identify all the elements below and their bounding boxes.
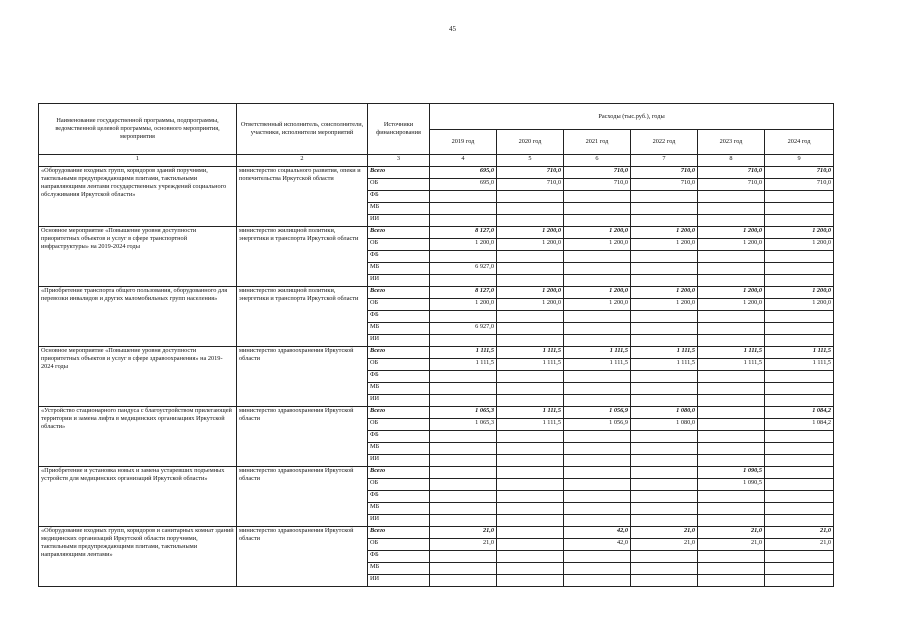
expense-value: 695,0: [430, 167, 497, 179]
expense-value: [497, 323, 564, 335]
expense-value: [698, 251, 765, 263]
funding-source: МБ: [368, 203, 430, 215]
expense-value: [564, 491, 631, 503]
expense-value: [765, 563, 834, 575]
expense-value: [765, 503, 834, 515]
funding-source: ФБ: [368, 551, 430, 563]
expense-value: [430, 431, 497, 443]
expense-value: [698, 383, 765, 395]
expense-value: [430, 275, 497, 287]
header-name: Наименование государственной программы, подпрограммы, ведомственной целевой программы, основного мероприятия, мероприятия: [39, 104, 237, 155]
header-expenses: Расходы (тыс.руб.), годы: [430, 104, 834, 130]
expense-value: [631, 431, 698, 443]
expense-value: 1 200,0: [564, 227, 631, 239]
expense-value: [564, 191, 631, 203]
expense-value: 1 200,0: [765, 227, 834, 239]
column-number: 3: [368, 155, 430, 167]
expense-value: 8 127,0: [430, 287, 497, 299]
column-number: 4: [430, 155, 497, 167]
funding-source: ОБ: [368, 299, 430, 311]
expense-value: [564, 431, 631, 443]
funding-source: ОБ: [368, 479, 430, 491]
expense-value: [430, 311, 497, 323]
expense-value: [430, 491, 497, 503]
expense-value: 1 080,0: [631, 407, 698, 419]
funding-source: МБ: [368, 503, 430, 515]
expense-value: [497, 575, 564, 587]
table-row: [39, 527, 834, 539]
expense-value: [430, 383, 497, 395]
expense-value: [430, 191, 497, 203]
measure-name: Основное мероприятие «Повышение уровня доступности приоритетных объектов и услуг в сфере транспортной инфраструктуры» на 2019-2024 годы: [39, 227, 237, 287]
expense-value: [497, 203, 564, 215]
expense-value: [430, 575, 497, 587]
expense-value: [698, 455, 765, 467]
funding-source: ОБ: [368, 539, 430, 551]
expense-value: [564, 251, 631, 263]
expense-value: [698, 443, 765, 455]
column-number: 2: [237, 155, 368, 167]
expense-value: [698, 431, 765, 443]
expense-value: [564, 335, 631, 347]
expense-value: [430, 551, 497, 563]
funding-source: МБ: [368, 443, 430, 455]
executor-name: министерство здравоохранения Иркутской области: [237, 347, 368, 407]
expense-value: 1 111,5: [430, 359, 497, 371]
expense-value: [497, 491, 564, 503]
funding-source: МБ: [368, 263, 430, 275]
expense-value: 1 084,2: [765, 407, 834, 419]
header-year: 2020 год: [497, 130, 564, 155]
expense-value: [698, 491, 765, 503]
expense-value: [631, 443, 698, 455]
expense-value: 21,0: [631, 539, 698, 551]
expense-value: 1 111,5: [564, 359, 631, 371]
expense-value: [765, 203, 834, 215]
column-number: 8: [698, 155, 765, 167]
expense-value: [631, 335, 698, 347]
expense-value: [430, 203, 497, 215]
funding-source: Всего: [368, 527, 430, 539]
expense-value: [765, 251, 834, 263]
table-row: [39, 227, 834, 239]
expense-value: [430, 455, 497, 467]
executor-name: министерство здравоохранения Иркутской области: [237, 527, 368, 587]
expense-value: [765, 311, 834, 323]
expense-value: [430, 479, 497, 491]
expense-value: [631, 479, 698, 491]
expense-value: 710,0: [564, 167, 631, 179]
expense-value: 1 111,5: [698, 347, 765, 359]
expense-value: [631, 275, 698, 287]
expense-value: [430, 563, 497, 575]
expense-value: [698, 311, 765, 323]
expense-value: 695,0: [430, 179, 497, 191]
expense-value: [497, 371, 564, 383]
expense-value: [564, 575, 631, 587]
expense-value: [765, 263, 834, 275]
expense-value: [497, 551, 564, 563]
expense-value: 710,0: [564, 179, 631, 191]
measure-name: «Оборудование входных групп, коридоров зданий поручнями, тактильными предупреждающими плитами, тактильными направляющими лентами государственных учреждений социального обслуживания Иркутской области»: [39, 167, 237, 227]
expense-value: [497, 479, 564, 491]
expense-value: [698, 395, 765, 407]
expense-value: [430, 395, 497, 407]
expense-value: 1 200,0: [564, 239, 631, 251]
funding-source: ИИ: [368, 575, 430, 587]
expense-value: 1 056,9: [564, 407, 631, 419]
expense-value: [430, 335, 497, 347]
measure-name: Основное мероприятие «Повышение уровня доступности приоритетных объектов и услуг в сфере здравоохранения» на 2019-2024 годы: [39, 347, 237, 407]
column-number: 5: [497, 155, 564, 167]
expense-value: [765, 575, 834, 587]
expense-value: [631, 371, 698, 383]
expense-value: [631, 467, 698, 479]
expense-value: [497, 443, 564, 455]
expense-value: [631, 323, 698, 335]
funding-source: Всего: [368, 167, 430, 179]
expense-value: 710,0: [631, 179, 698, 191]
expense-value: [631, 515, 698, 527]
expense-value: [497, 527, 564, 539]
column-number: 9: [765, 155, 834, 167]
expense-value: 21,0: [430, 539, 497, 551]
expense-value: [564, 275, 631, 287]
column-number: 6: [564, 155, 631, 167]
expense-value: 710,0: [698, 167, 765, 179]
expense-value: [564, 515, 631, 527]
expense-value: 1 200,0: [497, 239, 564, 251]
funding-source: ИИ: [368, 275, 430, 287]
expense-value: [698, 215, 765, 227]
expense-value: [631, 251, 698, 263]
expense-value: [430, 515, 497, 527]
measure-name: «Приобретение и установка новых и замена устаревших подъемных устройств для медицинских организаций Иркутской области»: [39, 467, 237, 527]
expense-value: [564, 311, 631, 323]
expense-value: 710,0: [631, 167, 698, 179]
measure-name: «Приобретение транспорта общего пользования, оборудованного для перевозки инвалидов и других маломобильных групп населения»: [39, 287, 237, 347]
expense-value: 1 111,5: [631, 359, 698, 371]
funding-source: ИИ: [368, 215, 430, 227]
expense-value: [497, 431, 564, 443]
expense-value: [564, 455, 631, 467]
expense-value: 1 111,5: [765, 347, 834, 359]
expense-value: [698, 551, 765, 563]
expense-value: 1 111,5: [430, 347, 497, 359]
expense-value: [765, 479, 834, 491]
table-row: [39, 347, 834, 359]
expense-value: [430, 467, 497, 479]
expense-value: [698, 371, 765, 383]
funding-source: Всего: [368, 287, 430, 299]
expense-value: [631, 311, 698, 323]
expense-value: 710,0: [497, 179, 564, 191]
executor-name: министерство жилищной политики, энергетики и транспорта Иркутской области: [237, 227, 368, 287]
expense-value: [497, 503, 564, 515]
funding-source: ОБ: [368, 179, 430, 191]
expense-value: 1 200,0: [631, 227, 698, 239]
expense-value: [631, 383, 698, 395]
expense-value: [765, 335, 834, 347]
expense-value: [564, 371, 631, 383]
expense-value: 1 200,0: [430, 299, 497, 311]
expense-value: 1 200,0: [497, 287, 564, 299]
expense-value: [765, 275, 834, 287]
funding-source: ОБ: [368, 359, 430, 371]
expense-value: [698, 323, 765, 335]
table-row: [39, 287, 834, 299]
expense-value: [564, 203, 631, 215]
expense-value: [765, 443, 834, 455]
expense-value: [765, 323, 834, 335]
expense-value: 21,0: [698, 539, 765, 551]
column-numbers-row: [39, 155, 834, 167]
expense-value: 6 927,0: [430, 323, 497, 335]
expense-value: [698, 575, 765, 587]
expense-value: 42,0: [564, 539, 631, 551]
funding-source: ФБ: [368, 311, 430, 323]
expense-value: [698, 275, 765, 287]
expense-value: 1 090,5: [698, 479, 765, 491]
expense-value: 1 200,0: [765, 299, 834, 311]
expense-value: [631, 263, 698, 275]
expense-value: [564, 215, 631, 227]
expense-value: [564, 551, 631, 563]
funding-source: ИИ: [368, 395, 430, 407]
expense-value: [497, 515, 564, 527]
header-source: Источники финансирования: [368, 104, 430, 155]
header-year: 2021 год: [564, 130, 631, 155]
expense-value: [765, 215, 834, 227]
expense-value: [765, 395, 834, 407]
expense-value: 1 111,5: [631, 347, 698, 359]
expense-value: [497, 191, 564, 203]
funding-source: Всего: [368, 467, 430, 479]
expense-value: [497, 311, 564, 323]
expense-value: 21,0: [631, 527, 698, 539]
expense-value: 1 200,0: [564, 287, 631, 299]
funding-source: Всего: [368, 227, 430, 239]
expense-value: 1 200,0: [497, 299, 564, 311]
expense-value: [631, 455, 698, 467]
expense-value: [631, 191, 698, 203]
executor-name: министерство здравоохранения Иркутской области: [237, 467, 368, 527]
expense-value: [430, 371, 497, 383]
funding-source: Всего: [368, 347, 430, 359]
page-number: 45: [449, 25, 456, 33]
expense-value: 1 111,5: [497, 359, 564, 371]
expense-value: 1 111,5: [765, 359, 834, 371]
expense-value: [564, 503, 631, 515]
executor-name: министерство социального развития, опеки и попечительства Иркутской области: [237, 167, 368, 227]
expense-value: [698, 191, 765, 203]
funding-source: Всего: [368, 407, 430, 419]
expense-value: 1 200,0: [765, 239, 834, 251]
table-row: [39, 467, 834, 479]
expense-value: [564, 383, 631, 395]
expense-value: [765, 467, 834, 479]
expense-value: [497, 251, 564, 263]
expense-value: [631, 551, 698, 563]
expense-value: [564, 467, 631, 479]
expense-value: [564, 443, 631, 455]
expense-value: 1 200,0: [698, 299, 765, 311]
expense-value: 21,0: [765, 539, 834, 551]
header-row: [39, 104, 834, 130]
funding-source: ФБ: [368, 191, 430, 203]
expense-value: 1 200,0: [698, 239, 765, 251]
funding-source: ОБ: [368, 419, 430, 431]
expense-value: 1 111,5: [497, 407, 564, 419]
expense-value: 8 127,0: [430, 227, 497, 239]
expense-value: 6 927,0: [430, 263, 497, 275]
expense-value: [698, 203, 765, 215]
funding-source: МБ: [368, 323, 430, 335]
expense-value: [631, 395, 698, 407]
expense-value: [765, 431, 834, 443]
expense-value: [765, 551, 834, 563]
expense-value: 710,0: [765, 179, 834, 191]
executor-name: министерство здравоохранения Иркутской области: [237, 407, 368, 467]
funding-source: МБ: [368, 563, 430, 575]
header-year: 2022 год: [631, 130, 698, 155]
expense-value: 1 084,2: [765, 419, 834, 431]
expense-value: [765, 383, 834, 395]
expense-value: [765, 191, 834, 203]
expense-value: [698, 263, 765, 275]
funding-source: ФБ: [368, 251, 430, 263]
expense-value: 1 200,0: [765, 287, 834, 299]
expense-value: [698, 335, 765, 347]
executor-name: министерство жилищной политики, энергетики и транспорта Иркутской области: [237, 287, 368, 347]
expense-value: [698, 503, 765, 515]
expense-value: [430, 215, 497, 227]
expense-value: 1 111,5: [564, 347, 631, 359]
expense-value: [765, 491, 834, 503]
measure-name: «Оборудование входных групп, коридоров и санитарных комнат зданий медицинских организаций Иркутской области поручнями, тактильными предупреждающими плитами, тактильными направляющими лентами»: [39, 527, 237, 587]
expense-value: 42,0: [564, 527, 631, 539]
column-number: 7: [631, 155, 698, 167]
expense-value: 1 111,5: [497, 419, 564, 431]
expense-value: [497, 215, 564, 227]
funding-source: ФБ: [368, 431, 430, 443]
funding-source: ИИ: [368, 455, 430, 467]
expense-value: 21,0: [430, 527, 497, 539]
expense-value: [497, 395, 564, 407]
expense-value: [497, 275, 564, 287]
expense-value: [430, 503, 497, 515]
measure-name: «Устройство стационарного пандуса с благоустройством прилегающей территории и замена лифта в медицинских организациях Иркутской области»: [39, 407, 237, 467]
expense-value: [564, 323, 631, 335]
expense-value: 1 200,0: [631, 299, 698, 311]
expense-value: [497, 335, 564, 347]
funding-source: ФБ: [368, 371, 430, 383]
funding-source: МБ: [368, 383, 430, 395]
expense-value: [765, 371, 834, 383]
expense-value: 1 065,3: [430, 419, 497, 431]
expense-value: 1 065,3: [430, 407, 497, 419]
expense-value: [631, 203, 698, 215]
expense-value: [564, 263, 631, 275]
expense-value: 1 200,0: [631, 239, 698, 251]
expense-value: 1 111,5: [497, 347, 564, 359]
expense-value: [631, 503, 698, 515]
budget-table: [38, 103, 834, 587]
expense-value: [631, 215, 698, 227]
expense-value: 21,0: [698, 527, 765, 539]
expense-value: [698, 419, 765, 431]
expense-value: [430, 251, 497, 263]
table-row: [39, 407, 834, 419]
expense-value: [497, 467, 564, 479]
expense-value: [497, 383, 564, 395]
header-year: 2019 год: [430, 130, 497, 155]
funding-source: ФБ: [368, 491, 430, 503]
expense-value: 1 200,0: [631, 287, 698, 299]
funding-source: ИИ: [368, 335, 430, 347]
expense-value: [631, 563, 698, 575]
expense-value: [497, 539, 564, 551]
expense-value: [698, 407, 765, 419]
expense-value: 1 200,0: [497, 227, 564, 239]
header-year: 2024 год: [765, 130, 834, 155]
expense-value: [765, 455, 834, 467]
expense-value: 1 200,0: [698, 227, 765, 239]
expense-value: [765, 515, 834, 527]
expense-value: [497, 455, 564, 467]
table-row: [39, 167, 834, 179]
header-year: 2023 год: [698, 130, 765, 155]
column-number: 1: [39, 155, 237, 167]
expense-value: 710,0: [765, 167, 834, 179]
table-body: [39, 167, 834, 587]
expense-value: 710,0: [497, 167, 564, 179]
expense-value: 1 111,5: [698, 359, 765, 371]
expense-value: [497, 563, 564, 575]
expense-value: [564, 479, 631, 491]
funding-source: ИИ: [368, 515, 430, 527]
expense-value: [698, 515, 765, 527]
expense-value: [430, 443, 497, 455]
expense-value: 1 080,0: [631, 419, 698, 431]
expense-value: [564, 563, 631, 575]
expense-value: [497, 263, 564, 275]
expense-value: 1 200,0: [698, 287, 765, 299]
header-executor: Ответственный исполнитель, соисполнители, участники, исполнители мероприятий: [237, 104, 368, 155]
expense-value: [564, 395, 631, 407]
expense-value: 1 200,0: [430, 239, 497, 251]
expense-value: [631, 575, 698, 587]
expense-value: 710,0: [698, 179, 765, 191]
funding-source: ОБ: [368, 239, 430, 251]
expense-value: 21,0: [765, 527, 834, 539]
expense-value: 1 200,0: [564, 299, 631, 311]
expense-value: 1 090,5: [698, 467, 765, 479]
expense-value: [698, 563, 765, 575]
expense-value: 1 056,9: [564, 419, 631, 431]
expense-value: [631, 491, 698, 503]
